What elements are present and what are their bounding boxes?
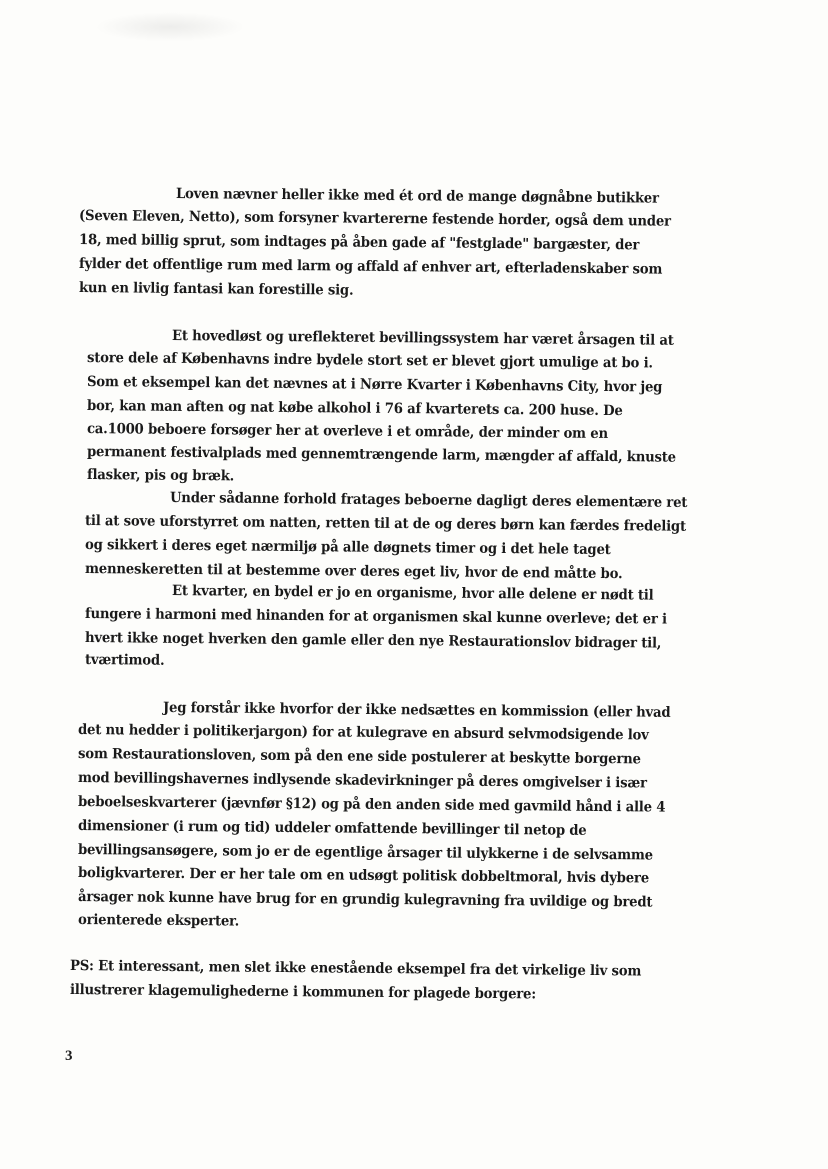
text-line: beboelseskvarterer (jævnfør §12) og på den anden side med gavmild hånd i alle 4 [77, 794, 666, 816]
text-line: ca.1000 beboere forsøger her at overleve i et område, der minder om en [86, 421, 608, 443]
text-line: fungere i harmoni med hinanden for at organismen skal kunne overleve; det er i [84, 606, 667, 628]
text-line: Et kvarter, en bydel er jo en organisme, hvor alle delene er nødt til [171, 583, 654, 604]
scan-smudge [95, 12, 245, 42]
text-line: Jeg forstår ikke hvorfor der ikke nedsættes en kommission (eller hvad [162, 700, 671, 721]
text-line: Under sådanne forhold fratages beboerne dagligt deres elementære ret [169, 490, 688, 511]
text-line: fylder det offentlige rum med larm og affald af enhver art, efterladenskaber som [78, 256, 663, 278]
text-line: menneskeretten til at bestemme over deres eget liv, hvor de end måtte bo. [84, 561, 623, 583]
text-line: (Seven Eleven, Netto), som forsyner kvartererne festende horder, også dem under [78, 208, 671, 230]
text-line: 18, med billig sprut, som indtages på åben gade af "festglade" bargæster, der [78, 232, 640, 254]
text-line: tværtimod. [84, 652, 165, 669]
text-line: årsager nok kunne have brug for en grundig kulegravning fra uvildige og bredt [77, 889, 653, 911]
text-line: bor, kan man aften og nat købe alkohol i 76 af kvarterets ca. 200 huse. De [86, 398, 623, 420]
text-line: permanent festivalplads med gennemtrængende larm, mængder af affald, knuste [86, 444, 677, 466]
text-line: PS: Et interessant, men slet ikke enestående eksempel fra det virkelige liv som [69, 958, 642, 980]
text-line: Som et eksempel kan det nævnes at i Nørre Kvarter i Københavns City, hvor jeg [86, 374, 663, 396]
text-line: boligkvarterer. Der er her tale om en udsøgt politisk dobbeltmoral, hvis dybere [77, 865, 650, 887]
text-line: mod bevillingshavernes indlysende skadevirkninger på deres omgivelser i især [77, 770, 647, 792]
text-line: Loven nævner heller ikke med ét ord de mange døgnåbne butikker [175, 186, 659, 207]
text-line: orienterede eksperter. [77, 912, 240, 930]
text-line: til at sove uforstyrret om natten, retten til at de og deres børn kan færdes fredeligt [84, 513, 687, 535]
text-line: dimensioner (i rum og tid) uddeler omfattende bevillinger til netop de [77, 818, 587, 839]
text-line: som Restaurationsloven, som på den ene side postulerer at beskytte borgerne [77, 746, 641, 768]
text-line: og sikkert i deres eget nærmiljø på alle døgnets timer og i det hele taget [84, 537, 611, 559]
text-line: kun en livlig fantasi kan forestille sig. [78, 280, 354, 299]
page-number: 3 [65, 1048, 73, 1064]
text-line: flasker, pis og bræk. [86, 467, 235, 485]
text-line: store dele af Københavns indre bydele stort set er blevet gjort umulige at bo i. [86, 350, 653, 372]
text-line: Et hovedløst og ureflekteret bevillingssystem har været årsagen til at [171, 328, 674, 349]
text-line: hvert ikke noget hverken den gamle eller den nye Restaurationslov bidrager til, [84, 630, 662, 652]
text-line: illustrerer klagemulighederne i kommunen for plagede borgere: [69, 982, 537, 1003]
text-line: det nu hedder i politikerjargon) for at kulegrave en absurd selvmodsigende lov [77, 722, 649, 744]
text-line: bevillingsansøgere, som jo er de egentlige årsager til ulykkerne i de selvsamme [77, 842, 653, 864]
